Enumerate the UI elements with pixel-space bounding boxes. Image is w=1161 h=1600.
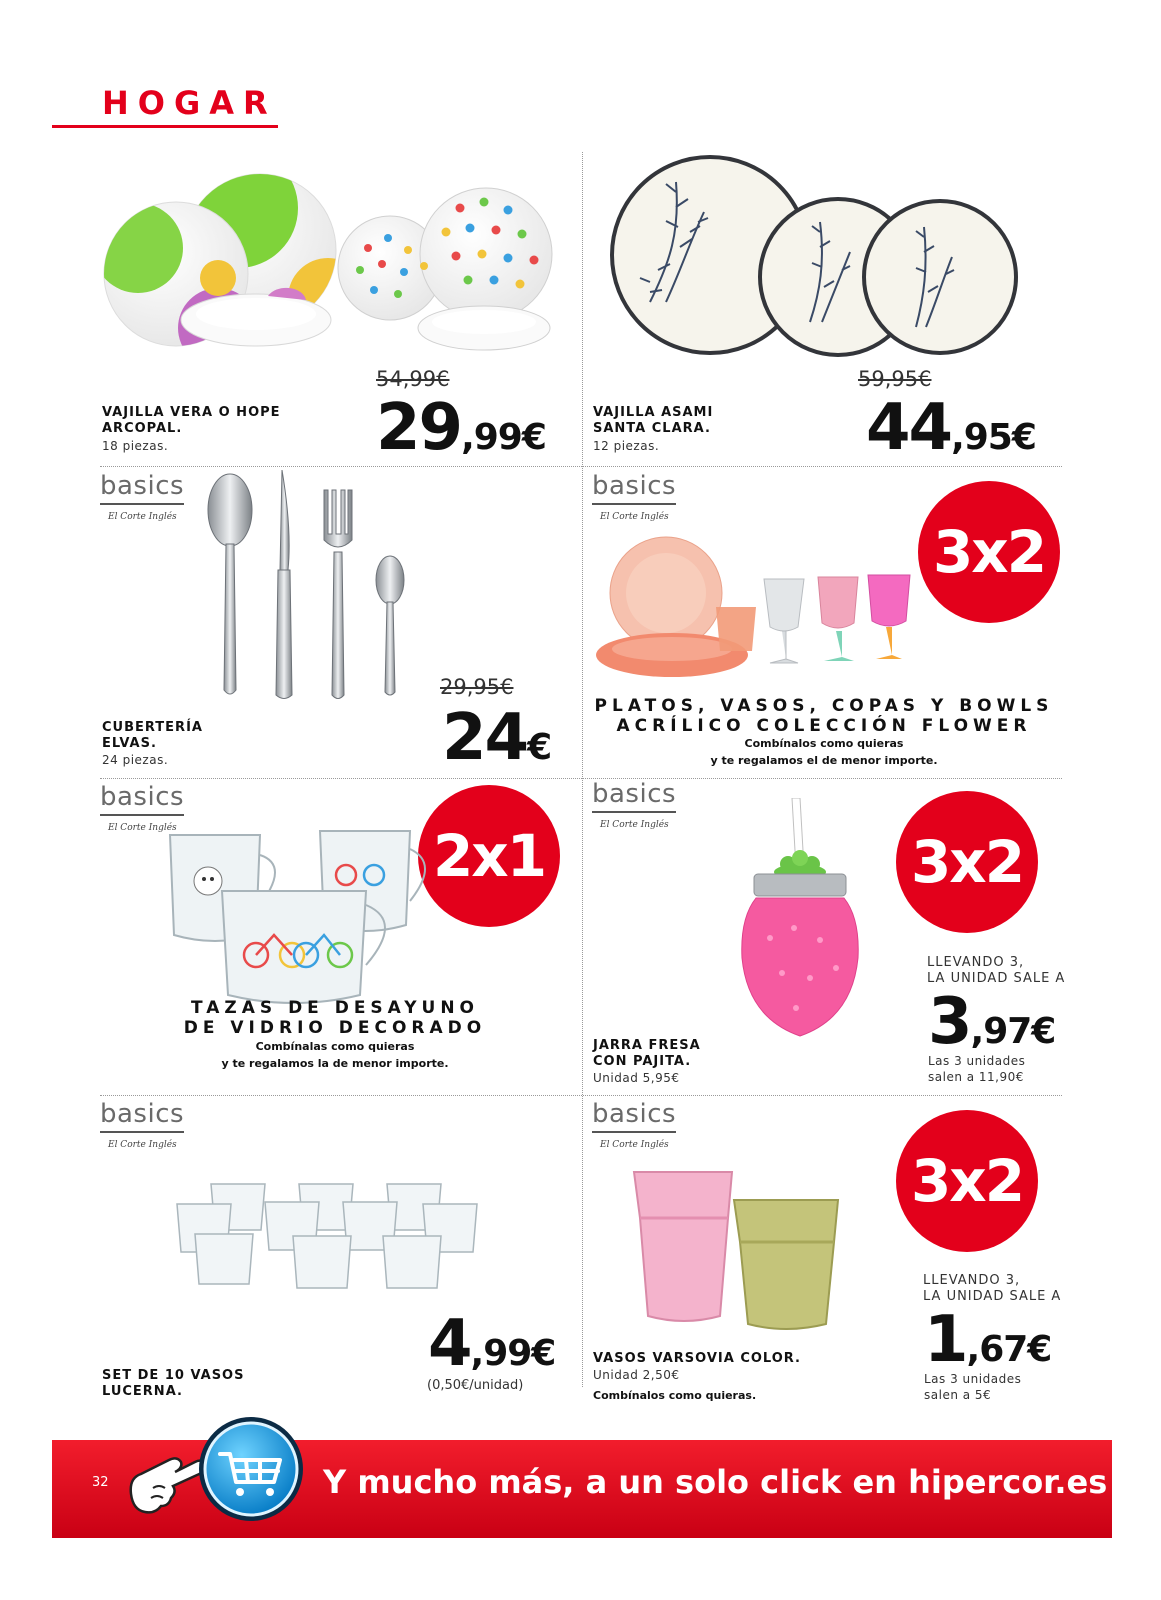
basics-brand-logo: basics El Corte Inglés — [592, 471, 677, 522]
basics-brand-logo: basics El Corte Inglés — [592, 779, 677, 830]
product-name: SET DE 10 VASOS LUCERNA. — [102, 1368, 245, 1399]
vajilla-vera-image[interactable] — [98, 168, 568, 368]
price: 24€ — [442, 701, 552, 775]
tazas-image[interactable] — [160, 825, 430, 1010]
unit-price: (0,50€/unidad) — [427, 1378, 524, 1393]
product-name: VAJILLA VERA O HOPE ARCOPAL. — [102, 405, 281, 436]
cuberteria-image[interactable] — [200, 470, 420, 705]
jarra-fresa-image[interactable] — [740, 798, 870, 1043]
vajilla-asami-image[interactable] — [610, 152, 1040, 362]
section-title: HOGAR — [102, 84, 277, 122]
product-title: PLATOS, VASOS, COPAS Y BOWLS ACRÍLICO COLECCIÓN FLOWER — [594, 696, 1054, 736]
promo-condition: LLEVANDO 3, LA UNIDAD SALE A — [927, 955, 1066, 986]
column-divider — [582, 152, 583, 1387]
footer-slogan[interactable]: Y mucho más, a un solo click en hipercor.es — [323, 1463, 1108, 1501]
product-detail: Unidad 5,95€ — [593, 1071, 680, 1085]
old-price: 59,95€ — [858, 367, 932, 391]
product-name: VASOS VARSOVIA COLOR. — [593, 1351, 801, 1366]
product-title: TAZAS DE DESAYUNO DE VIDRIO DECORADO — [183, 998, 487, 1038]
old-price: 54,99€ — [376, 367, 450, 391]
promo-note: Combínalos como quieras y te regalamos el de menor importe. — [710, 737, 938, 767]
pointing-hand-icon — [125, 1448, 205, 1518]
basics-brand-logo: basics El Corte Inglés — [100, 1099, 185, 1150]
promo-condition: LLEVANDO 3, LA UNIDAD SALE A — [923, 1273, 1062, 1304]
product-name: CUBERTERÍA ELVAS. — [102, 720, 203, 751]
promo-3x2-badge: 3x2 — [896, 791, 1038, 933]
basics-brand-logo: basics El Corte Inglés — [592, 1099, 677, 1150]
promo-2x1-badge: 2x1 — [418, 785, 560, 927]
product-detail: Unidad 2,50€ — [593, 1368, 680, 1382]
product-name: VAJILLA ASAMI SANTA CLARA. — [593, 405, 714, 436]
vasos-lucerna-image[interactable] — [175, 1180, 495, 1305]
promo-3x2-badge: 3x2 — [918, 481, 1060, 623]
promo-note: Combínalos como quieras. — [593, 1389, 757, 1402]
price: 44,95€ — [866, 391, 1036, 465]
basics-brand-logo: basics El Corte Inglés — [100, 471, 185, 522]
product-name: JARRA FRESA CON PAJITA. — [593, 1038, 701, 1069]
promo-total: Las 3 unidades salen a 11,90€ — [928, 1054, 1026, 1084]
product-detail: 24 piezas. — [102, 753, 169, 767]
old-price: 29,95€ — [440, 675, 514, 699]
price: 1,67€ — [924, 1303, 1052, 1377]
platos-flower-image[interactable] — [596, 535, 931, 685]
basics-brand-logo: basics El Corte Inglés — [100, 782, 185, 833]
row-divider — [100, 466, 1062, 467]
row-divider — [100, 1095, 1062, 1096]
shopping-cart-icon[interactable] — [196, 1414, 306, 1524]
vasos-varsovia-image[interactable] — [630, 1170, 845, 1330]
price: 4,99€ — [428, 1307, 556, 1381]
price: 29,99€ — [376, 391, 546, 465]
promo-3x2-badge: 3x2 — [896, 1110, 1038, 1252]
promo-note: Combínalas como quieras y te regalamos la de menor importe. — [221, 1040, 449, 1070]
title-underline — [52, 125, 278, 128]
product-detail: 12 piezas. — [593, 439, 660, 453]
promo-total: Las 3 unidades salen a 5€ — [924, 1372, 1022, 1402]
price: 3,97€ — [928, 985, 1056, 1059]
product-detail: 18 piezas. — [102, 439, 169, 453]
row-divider — [100, 778, 1062, 779]
page-number: 32 — [92, 1475, 109, 1490]
